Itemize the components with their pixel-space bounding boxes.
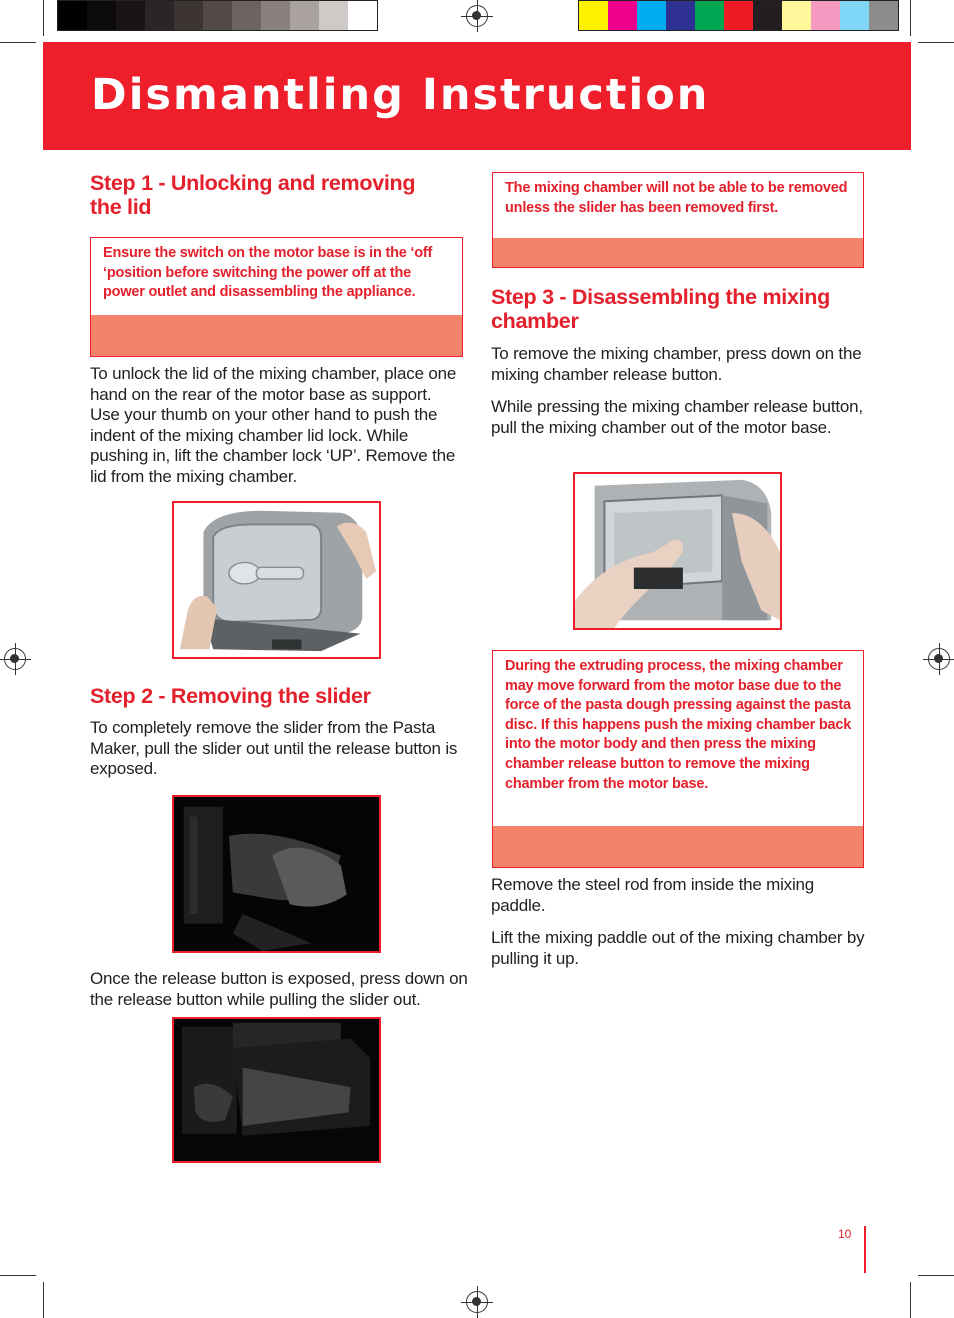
step2-paragraph-2: Once the release button is exposed, press down on the release button while pulling the slider out. [90, 969, 468, 1009]
swatch [695, 1, 724, 30]
crop-mark [910, 0, 911, 36]
page-number: 10 [838, 1227, 852, 1241]
swatch [666, 1, 695, 30]
swatch [232, 1, 261, 30]
swatch [782, 1, 811, 30]
swatch [840, 1, 869, 30]
step2-title: Step 2 - Removing the slider [90, 684, 371, 708]
swatch [203, 1, 232, 30]
crop-mark [910, 1282, 911, 1318]
photo-mixing-chamber [573, 472, 782, 630]
registration-mark-icon [4, 648, 26, 670]
note-band [91, 315, 462, 356]
crop-mark [43, 0, 44, 36]
swatch [753, 1, 782, 30]
swatch [637, 1, 666, 30]
swatch [87, 1, 116, 30]
swatch [290, 1, 319, 30]
photo-release-button [172, 1017, 381, 1163]
info-note-text: The mixing chamber will not be able to be removed unless the slider has been removed first. [505, 180, 848, 216]
step3-paragraph-4: Lift the mixing paddle out of the mixing chamber by pulling it up. [491, 928, 865, 968]
swatch [348, 1, 377, 30]
swatch [811, 1, 840, 30]
swatch [145, 1, 174, 30]
page-header [43, 42, 911, 150]
note-band [493, 826, 863, 867]
step3-paragraph-1: To remove the mixing chamber, press down on the mixing chamber release button. [491, 344, 862, 384]
note-band [493, 238, 863, 267]
swatch [319, 1, 348, 30]
page-title: Dismantling Instruction [91, 70, 710, 120]
swatch [608, 1, 637, 30]
crop-mark [0, 1275, 36, 1276]
step2-paragraph-1: To completely remove the slider from the Pasta Maker, pull the slider out until the release button is exposed. [90, 718, 458, 778]
warning-note [90, 237, 463, 357]
crop-mark [918, 1275, 954, 1276]
crop-mark [43, 1282, 44, 1318]
swatch [579, 1, 608, 30]
cmyk-color-bar [578, 0, 899, 31]
registration-mark-icon [466, 1291, 488, 1313]
step3-paragraph-3: Remove the steel rod from inside the mixing paddle. [491, 875, 815, 915]
gray-color-bar [57, 0, 378, 31]
registration-mark-icon [466, 5, 488, 27]
info-note [492, 172, 864, 268]
swatch [261, 1, 290, 30]
photo-lid-removal [172, 501, 381, 659]
step1-title: Step 1 - Unlocking and removing the lid [90, 171, 416, 219]
swatch [724, 1, 753, 30]
page-number-rule [864, 1226, 866, 1273]
photo-slider-pull [172, 795, 381, 953]
step3-paragraph-2: While pressing the mixing chamber release button, pull the mixing chamber out of the motor base. [491, 397, 863, 437]
registration-mark-icon [928, 648, 950, 670]
crop-mark [0, 42, 36, 43]
warning-note-text: Ensure the switch on the motor base is in the ‘off ‘position before switching the power off at the power outlet and disassembling the appliance. [103, 245, 433, 301]
warning-note-text: During the extruding process, the mixing chamber may move forward from the motor base due to the force of the pasta dough pressing against the pasta disc. If this happens push the mixing chamber back into the motor body and then press the mixing chamber release button to remove the mixing chamber from the motor base. [505, 658, 852, 792]
crop-mark [918, 42, 954, 43]
step3-title: Step 3 - Disassembling the mixing chamber [491, 285, 830, 333]
warning-note-extruding [492, 650, 864, 868]
swatch [869, 1, 898, 30]
swatch [116, 1, 145, 30]
swatch [174, 1, 203, 30]
step1-paragraph: To unlock the lid of the mixing chamber, place one hand on the rear of the motor base as support. Use your thumb on your other hand to push the indent of the mixing chamber lid lock. While pushing in, lift the chamber lock ‘UP’. Remove the lid from the mixing chamber. [90, 364, 457, 486]
swatch [58, 1, 87, 30]
